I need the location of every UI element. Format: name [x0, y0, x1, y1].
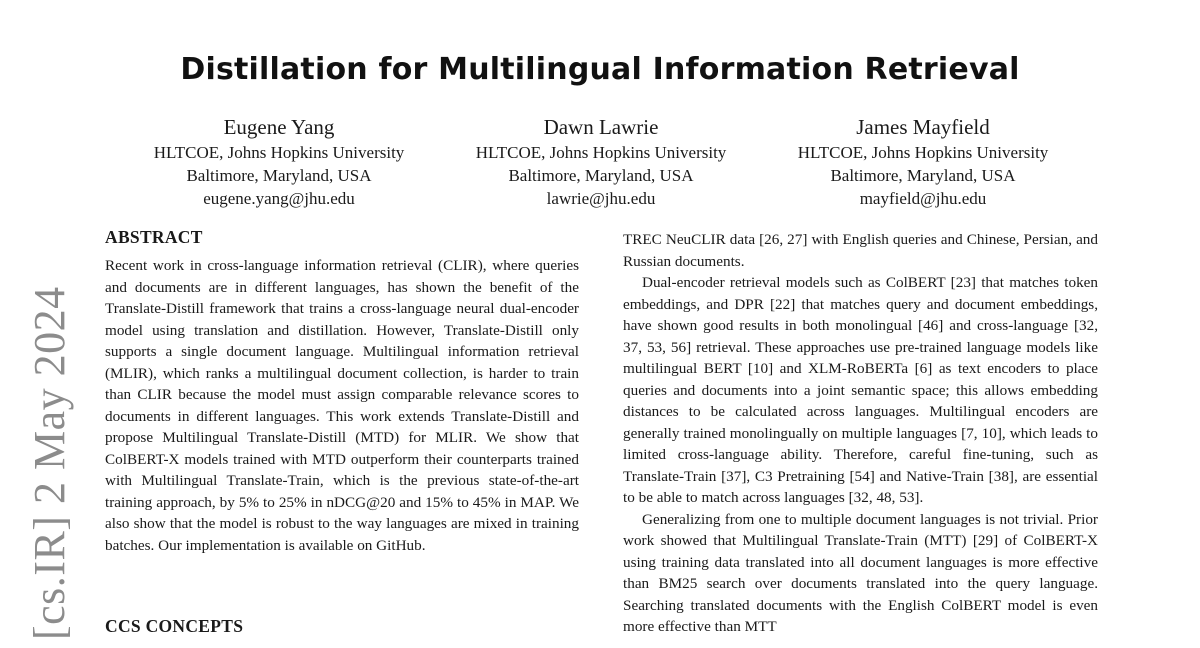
author-affiliation: HLTCOE, Johns Hopkins University [153, 143, 405, 162]
author-affiliation: HLTCOE, Johns Hopkins University [475, 143, 727, 162]
author-location: Baltimore, Maryland, USA [830, 166, 1016, 185]
right-column [623, 229, 1098, 638]
left-column [105, 225, 579, 556]
author-3 [758, 114, 1088, 210]
author-affiliation: HLTCOE, Johns Hopkins University [797, 143, 1049, 162]
author-name: Eugene Yang [223, 115, 335, 139]
ccs-concepts-heading: CCS CONCEPTS [105, 616, 244, 636]
body-paragraph: Generalizing from one to multiple document languages is not trivial. Prior work showed that Multilingual Translate-Train (MTT) [29] of ColBERT-X using training data translated into all document languages is more effective than BM25 search over documents translated into the query language. Searching translated documents with the English ColBERT model is even more effective than MTT [623, 510, 1098, 635]
abstract-heading: ABSTRACT [105, 227, 203, 247]
author-1 [114, 114, 444, 210]
author-location: Baltimore, Maryland, USA [186, 166, 372, 185]
author-name: James Mayfield [856, 115, 990, 139]
author-email: lawrie@jhu.edu [546, 189, 656, 208]
paper-title: Distillation for Multilingual Information Retrieval [180, 52, 1020, 87]
author-email: mayfield@jhu.edu [859, 189, 987, 208]
author-name: Dawn Lawrie [543, 115, 659, 139]
arxiv-stamp: [cs.IR] 2 May 2024 [25, 286, 74, 640]
body-paragraph: TREC NeuCLIR data [26, 27] with English queries and Chinese, Persian, and Russian documents. [623, 231, 1098, 270]
abstract-text: Recent work in cross-language information retrieval (CLIR), where queries and documents are in different languages, has shown the benefit of the Translate-Distill framework that trains a cross-language neural dual-encoder model using translation and distillation. However, Translate-Distill only supports a single document language. Multilingual information retrieval (MLIR), which ranks a multilingual document collection, is harder to train than CLIR because the model must assign comparable relevance scores to documents in different languages. This work extends Translate-Distill and propose Multilingual Translate-Distill (MTD) for MLIR. We show that ColBERT-X models trained with MTD outperform their counterparts trained with Multilingual Translate-Train, which is the previous state-of-the-art training approach, by 5% to 25% in nDCG@20 and 15% to 45% in MAP. We also show that the model is robust to the way languages are mixed in training batches. Our implementation is available on GitHub. [105, 257, 579, 554]
author-2 [436, 114, 766, 210]
body-paragraph: Dual-encoder retrieval models such as ColBERT [23] that matches token embeddings, and DPR [22] that matches query and document embeddings, have shown good results in both monolingual [46] and cross-language [32, 37, 53, 56] retrieval. These approaches use pre-trained language models like multilingual BERT [10] and XLM-RoBERTa [6] as text encoders to place queries and documents into a joint semantic space; this allows embedding distances to be calculated across languages. Multilingual encoders are generally trained monolingually on multiple languages [7, 10], which leads to limited cross-language ability. Therefore, careful fine-tuning, such as Translate-Train [37], C3 Pretraining [54] and Native-Train [38], are essential to be able to match across languages [32, 48, 53]. [623, 274, 1098, 506]
author-location: Baltimore, Maryland, USA [508, 166, 694, 185]
author-email: eugene.yang@jhu.edu [203, 189, 355, 208]
